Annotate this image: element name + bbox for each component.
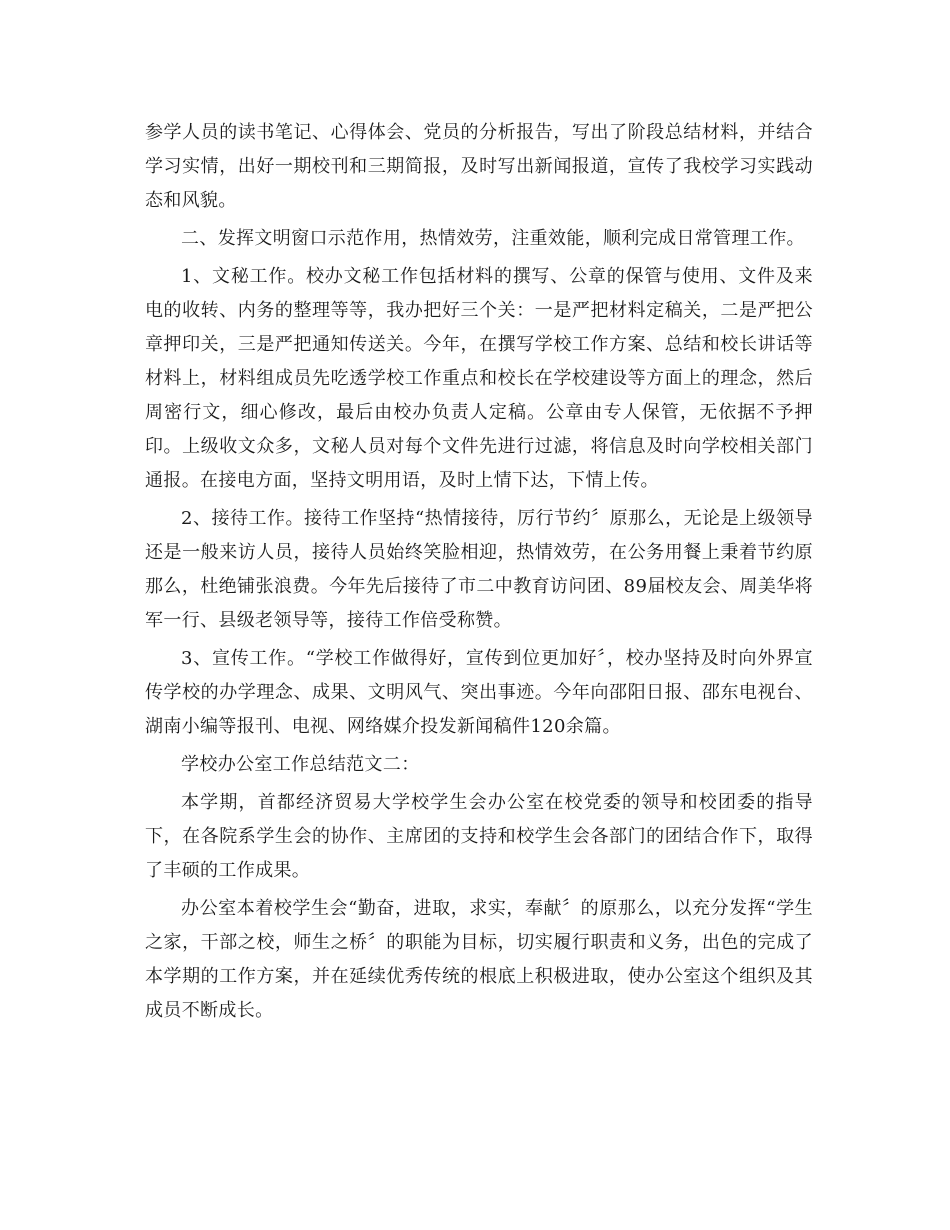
sample-two-heading: 学校办公室工作总结范文二： — [181, 754, 420, 775]
paragraph-reception-work: 2、接待工作。接待工作坚持“热情接待，厉行节约〞原那么，无论是上级领导还是一般来访人员，接待人员始终笑脸相迎，热情效劳，在公务用餐上秉着节约原那么，杜绝铺张浪费。今年先后接待了市二中教育访问团、89届校友会、周美华将军一行、县级老领导等，接待工作倍受称赞。 — [145, 508, 813, 631]
document-body — [145, 116, 813, 1032]
paragraph-office-principles: 办公室本着校学生会“勤奋，进取，求实，奉献〞的原那么，以充分发挥“学生之家，干部之校，师生之桥〞的职能为目标，切实履行职责和义务，出色的完成了本学期的工作方案，并在延续优秀传统的根底上积极进取，使办公室这个组织及其成员不断成长。 — [145, 898, 813, 1021]
paragraph-continuation: 参学人员的读书笔记、心得体会、党员的分析报告，写出了阶段总结材料，并结合学习实情，出好一期校刊和三期简报，及时写出新闻报道，宣传了我校学习实践动态和风貌。 — [145, 122, 813, 211]
paragraph-semester-intro: 本学期，首都经济贸易大学校学生会办公室在校党委的领导和校团委的指导下，在各院系学生会的协作、主席团的支持和校学生会各部门的团结合作下，取得了丰硕的工作成果。 — [145, 792, 813, 881]
section-heading-two: 二、发挥文明窗口示范作用，热情效劳，注重效能，顺利完成日常管理工作。 — [181, 228, 805, 249]
paragraph-secretarial-work: 1、文秘工作。校办文秘工作包括材料的撰写、公章的保管与使用、文件及来电的收转、内务的整理等等，我办把好三个关：一是严把材料定稿关，二是严把公章押印关，三是严把通知传送关。今年，在撰写学校工作方案、总结和校长讲话等材料上，材料组成员先吃透学校工作重点和校长在学校建设等方面上的理念，然后周密行文，细心修改，最后由校办负责人定稿。公章由专人保管，无依据不予押印。上级收文众多，文秘人员对每个文件先进行过滤，将信息及时向学校相关部门通报。在接电方面，坚持文明用语，及时上情下达，下情上传。 — [145, 266, 813, 491]
paragraph-publicity-work: 3、宣传工作。“学校工作做得好，宣传到位更加好〞，校办坚持及时向外界宣传学校的办学理念、成果、文明风气、突出事迹。今年向邵阳日报、邵东电视台、湖南小编等报刊、电视、网络媒介投发新闻稿件120余篇。 — [145, 648, 813, 737]
